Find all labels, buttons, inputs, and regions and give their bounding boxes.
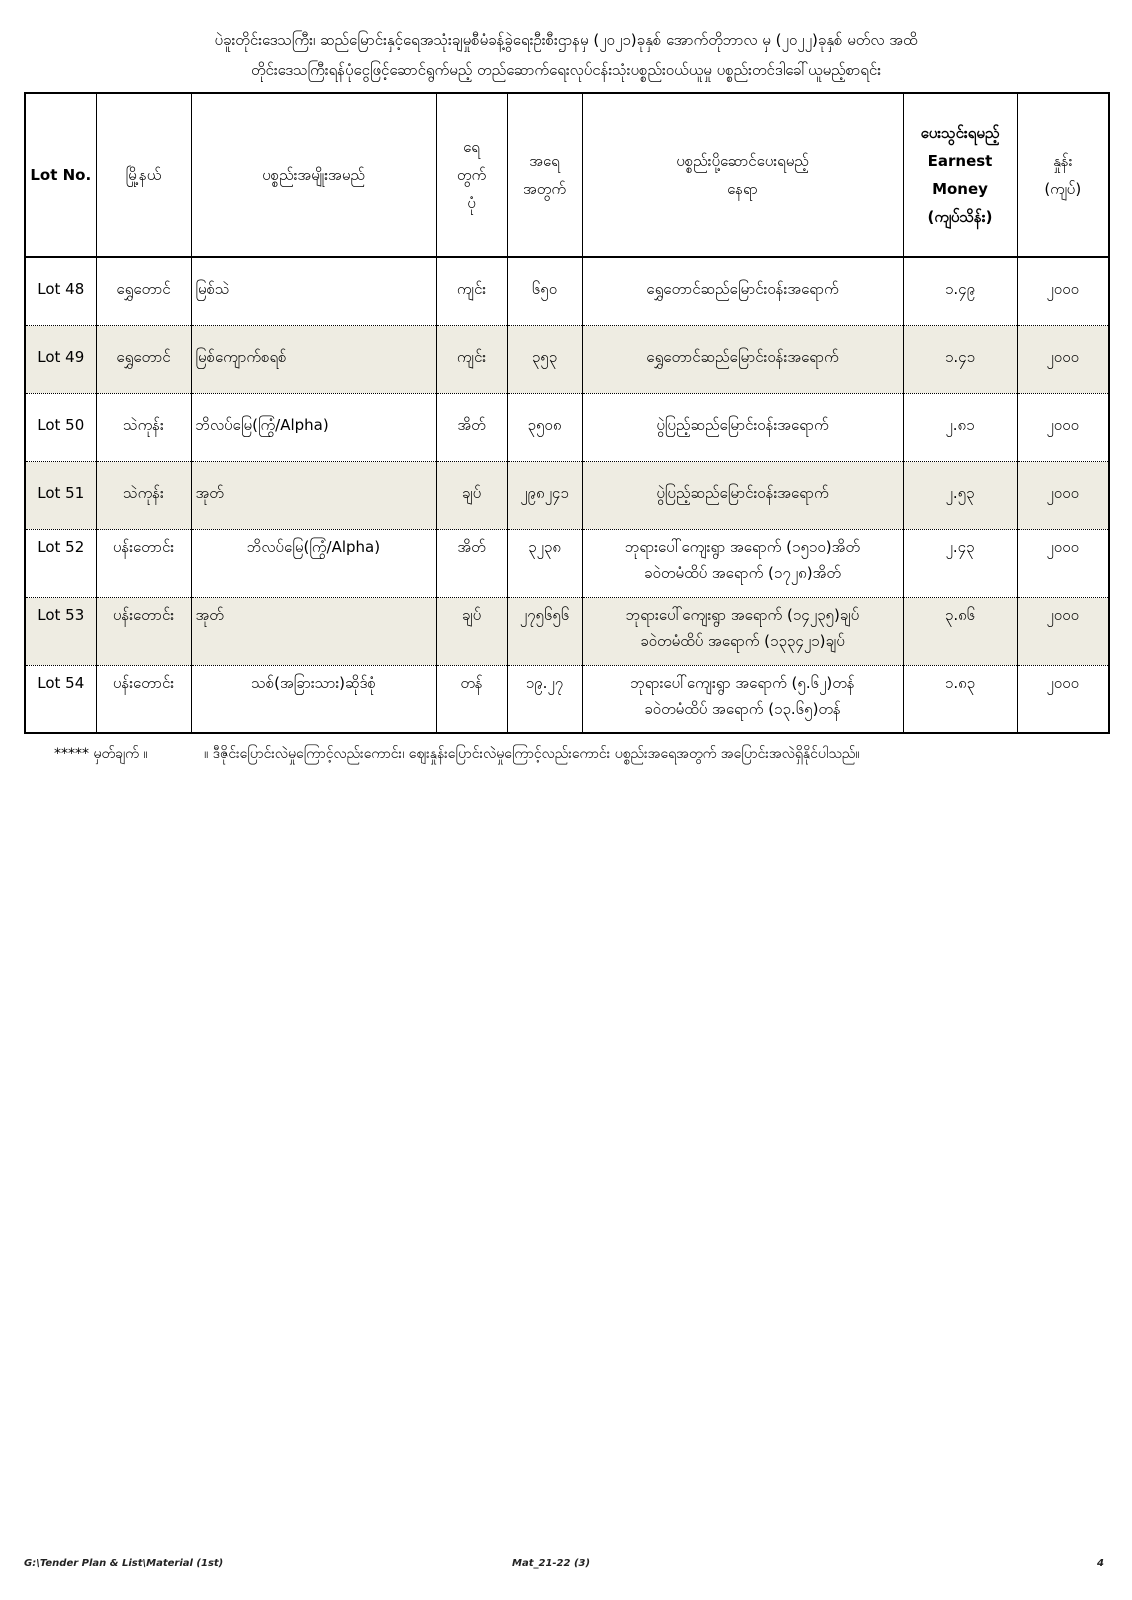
cell-township: သဲကုန်း	[96, 461, 191, 529]
header-fee	[1017, 93, 1109, 257]
cell-fee: ၂၀၀၀	[1017, 597, 1109, 665]
cell-quantity: ၁၉.၂၇	[507, 665, 582, 733]
cell-earnest: ၂.၅၃	[903, 461, 1017, 529]
header-unit-line: ပုံ	[467, 194, 476, 212]
header-quantity	[507, 93, 582, 257]
cell-lot: Lot 52	[25, 529, 96, 597]
cell-material: ဘိလပ်မြေ(ကြွံ/Alpha)	[191, 393, 436, 461]
note-text: ။ ဒီဇိုင်းပြောင်းလဲမှုကြောင့်လည်းကောင်း၊ ဈေးနှုန်းပြောင်းလဲမှုကြောင့်လည်းကောင်း ပစ္စည်းအရေအတွက် အပြောင်းအလဲရှိနိုင်ပါသည်။	[204, 746, 860, 762]
cell-material: မြစ်ကျောက်စရစ်	[191, 325, 436, 393]
cell-material: အုတ်	[191, 461, 436, 529]
tender-list-table	[24, 92, 1110, 734]
cell-quantity: ၃၅၃	[507, 325, 582, 393]
table-row	[25, 257, 1109, 325]
cell-material: မြစ်သဲ	[191, 257, 436, 325]
header-fee-line: နှုန်း	[1053, 152, 1073, 170]
cell-unit: အိတ်	[436, 529, 507, 597]
cell-unit: ချပ်	[436, 461, 507, 529]
cell-lot: Lot 48	[25, 257, 96, 325]
cell-fee: ၂၀၀၀	[1017, 257, 1109, 325]
cell-delivery	[582, 597, 903, 665]
cell-unit: တန်	[436, 665, 507, 733]
cell-quantity: ၃၂၃၈	[507, 529, 582, 597]
header-unit-line: တွက်	[456, 166, 487, 184]
header-township: မြို့နယ်	[96, 93, 191, 257]
header-lot-no: Lot No.	[25, 93, 96, 257]
document-title-line-2: တိုင်းဒေသကြီးရန်ပုံငွေဖြင့်ဆောင်ရွက်မည့် တည်ဆောက်ရေးလုပ်ငန်းသုံးပစ္စည်းဝယ်ယူမှု ပစ္စည်းတင်ဒါခေါ်ယူမည့်စာရင်း	[250, 61, 882, 79]
cell-township: ပန်းတောင်း	[96, 665, 191, 733]
cell-fee: ၂၀၀၀	[1017, 529, 1109, 597]
cell-quantity: ၃၅၀၈	[507, 393, 582, 461]
header-material: ပစ္စည်းအမျိုးအမည်	[191, 93, 436, 257]
cell-unit: ကျင်း	[436, 325, 507, 393]
header-earnest-line: ပေးသွင်းရမည့်	[920, 124, 1000, 142]
cell-lot: Lot 51	[25, 461, 96, 529]
header-fee-line: (ကျပ်)	[1044, 180, 1082, 198]
header-earnest-money	[903, 93, 1017, 257]
table-row	[25, 461, 1109, 529]
header-earnest-line: Money	[932, 180, 988, 198]
cell-delivery	[582, 461, 903, 529]
delivery-line: ခဝဲတမံထိပ် အရောက် (၁၃.၆၅)တန်	[644, 699, 841, 718]
cell-delivery	[582, 257, 903, 325]
delivery-line: ဘုရားပေါ်ကျေးရွာ အရောက် (၁၅၁၀)အိတ်	[624, 537, 861, 556]
note-label: ***** မှတ်ချက် ။	[54, 746, 148, 762]
cell-unit: အိတ်	[436, 393, 507, 461]
cell-earnest: ၁.၄၁	[903, 325, 1017, 393]
cell-township: သဲကုန်း	[96, 393, 191, 461]
footer-file-name: Mat_21-22 (3)	[512, 1558, 591, 1569]
header-earnest-line: (ကျပ်သိန်း)	[927, 208, 993, 226]
cell-material: အုတ်	[191, 597, 436, 665]
table-row	[25, 529, 1109, 597]
header-earnest-line: Earnest	[927, 152, 993, 170]
header-unit-line: ရေ	[463, 138, 480, 156]
header-quantity-line: အတွက်	[522, 180, 567, 198]
cell-lot: Lot 50	[25, 393, 96, 461]
cell-delivery	[582, 325, 903, 393]
cell-lot: Lot 54	[25, 665, 96, 733]
table-row	[25, 393, 1109, 461]
delivery-line: ရွှေတောင်ဆည်မြောင်းဝန်းအရောက်	[646, 280, 839, 298]
footer-page-number: 4	[1097, 1558, 1104, 1569]
delivery-line: ပွဲပြည့်ဆည်မြောင်းဝန်းအရောက်	[656, 483, 829, 502]
cell-lot: Lot 49	[25, 325, 96, 393]
cell-fee: ၂၀၀၀	[1017, 665, 1109, 733]
cell-earnest: ၃.၈၆	[903, 597, 1017, 665]
cell-township: ပန်းတောင်း	[96, 597, 191, 665]
cell-delivery	[582, 665, 903, 733]
header-quantity-line: အရေ	[529, 152, 560, 170]
cell-quantity: ၂၇၅၆၅၆	[507, 597, 582, 665]
cell-delivery	[582, 393, 903, 461]
cell-earnest: ၁.၄၉	[903, 257, 1017, 325]
footer-file-path: G:\Tender Plan & List\Material (1st)	[24, 1558, 224, 1569]
cell-township: ပန်းတောင်း	[96, 529, 191, 597]
cell-material: သစ်(အခြားသား)ဆိုဒ်စုံ	[191, 665, 436, 733]
header-delivery-line: ပစ္စည်းပို့ဆောင်ပေးရမည့်	[676, 152, 809, 170]
cell-delivery	[582, 529, 903, 597]
cell-township: ရွှေတောင်	[96, 325, 191, 393]
header-delivery-line: နေရာ	[727, 180, 758, 198]
cell-unit: ချပ်	[436, 597, 507, 665]
delivery-line: ဘုရားပေါ်ကျေးရွာ အရောက် (၅.၆၂)တန်	[630, 673, 855, 692]
table-row	[25, 325, 1109, 393]
cell-earnest: ၂.၄၃	[903, 529, 1017, 597]
delivery-line: ခဝဲတမံထိပ် အရောက် (၁၃၃၄၂၁)ချပ်	[640, 631, 845, 650]
header-unit	[436, 93, 507, 257]
cell-material: ဘိလပ်မြေ(ကြွံ/Alpha)	[191, 529, 436, 597]
cell-fee: ၂၀၀၀	[1017, 393, 1109, 461]
delivery-line: ရွှေတောင်ဆည်မြောင်းဝန်းအရောက်	[646, 347, 839, 366]
table-header-row	[25, 93, 1109, 257]
cell-earnest: ၂.၈၁	[903, 393, 1017, 461]
cell-fee: ၂၀၀၀	[1017, 325, 1109, 393]
delivery-line: ခဝဲတမံထိပ် အရောက် (၁၇၂၈)အိတ်	[644, 563, 841, 582]
header-delivery-place	[582, 93, 903, 257]
table-row	[25, 597, 1109, 665]
cell-fee: ၂၀၀၀	[1017, 461, 1109, 529]
delivery-line: ဘုရားပေါ်ကျေးရွာ အရောက် (၁၄၂၃၅)ချပ်	[625, 605, 860, 624]
delivery-line: ပွဲပြည့်ဆည်မြောင်းဝန်းအရောက်	[656, 415, 829, 434]
cell-quantity: ၂၉၈၂၄၁	[507, 461, 582, 529]
cell-earnest: ၁.၈၃	[903, 665, 1017, 733]
cell-township: ရွှေတောင်	[96, 257, 191, 325]
table-row	[25, 665, 1109, 733]
document-title-line-1: ပဲခူးတိုင်းဒေသကြီး၊ ဆည်မြောင်းနှင့်ရေအသုံးချမှုစီမံခန့်ခွဲရေးဦးစီးဌာနမှ (၂၀၂၁)ခုနှစ် အောက်တိုဘာလ မှ (၂၀၂၂)ခုနှစ် မတ်လ အထိ	[214, 31, 918, 49]
cell-unit: ကျင်း	[436, 257, 507, 325]
cell-quantity: ၆၅၀	[507, 257, 582, 325]
cell-lot: Lot 53	[25, 597, 96, 665]
